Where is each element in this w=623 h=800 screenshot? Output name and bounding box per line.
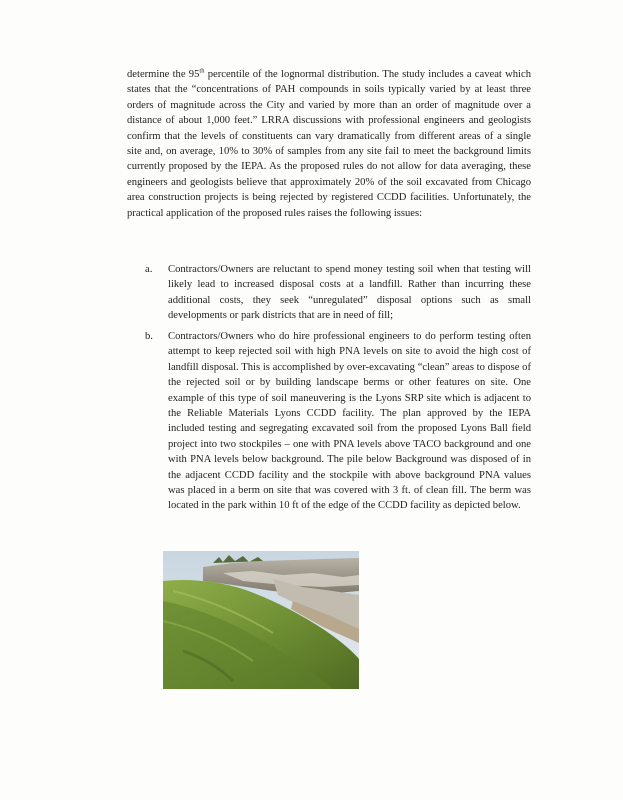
intro-paragraph	[127, 67, 531, 221]
list-item-a-text: Contractors/Owners are reluctant to spend money testing soil when that testing will likely lead to increased disposal costs at a landfill. Rather than incurring these additional costs, they seek “unregulated” disposal options such as small developments or park districts that are in need of fill;	[168, 264, 531, 322]
intro-text-start: determine the 95	[127, 69, 200, 80]
intro-text-rest: percentile of the lognormal distribution. The study includes a caveat which states that the “concentrations of PAH compounds in soils typically varied by at least three orders of magnitude across the City and varied by more than an order of magnitude over a distance of about 1,000 feet.” LRRA discussions with professional engineers and geologists confirm that the levels of constituents can vary dramatically from different areas of a single site and, on average, 10% to 30% of samples from any site fail to meet the background limits currently proposed by the IEPA. As the proposed rules do not allow for data averaging, these engineers and geologists believe that approximately 20% of the soil excavated from Chicago area construction projects is being rejected by registered CCDD facilities. Unfortunately, the practical application of the proposed rules raises the following issues:	[127, 69, 532, 219]
list-marker-a: a.	[145, 264, 153, 275]
superscript-th: th	[199, 67, 205, 75]
list-marker-b: b.	[145, 331, 153, 342]
list-item-b-text: Contractors/Owners who do hire professional engineers to do perform testing often attempt to keep rejected soil with high PNA levels on site to avoid the high cost of landfill disposal. This is accomplished by over-excavating “clean” areas to dispose of the rejected soil or by building landscape berms or other features on site. One example of this type of soil maneuvering is the Lyons SRP site which is adjacent to the Reliable Materials Lyons CCDD facility. The plan approved by the IEPA included testing and segregating excavated soil from the proposed Lyons Ball field project into two stockpiles – one with PNA levels above TACO background and one with PNA levels below background. The pile below Background was disposed of in the adjacent CCDD facility and the stockpile with above background PNA values was placed in a berm on site that was covered with 3 ft. of clean fill. The berm was located in the park within 10 ft of the edge of the CCDD facility as depicted below.	[168, 331, 531, 512]
berm-photo	[163, 551, 359, 689]
berm-photo-illustration	[163, 551, 359, 689]
